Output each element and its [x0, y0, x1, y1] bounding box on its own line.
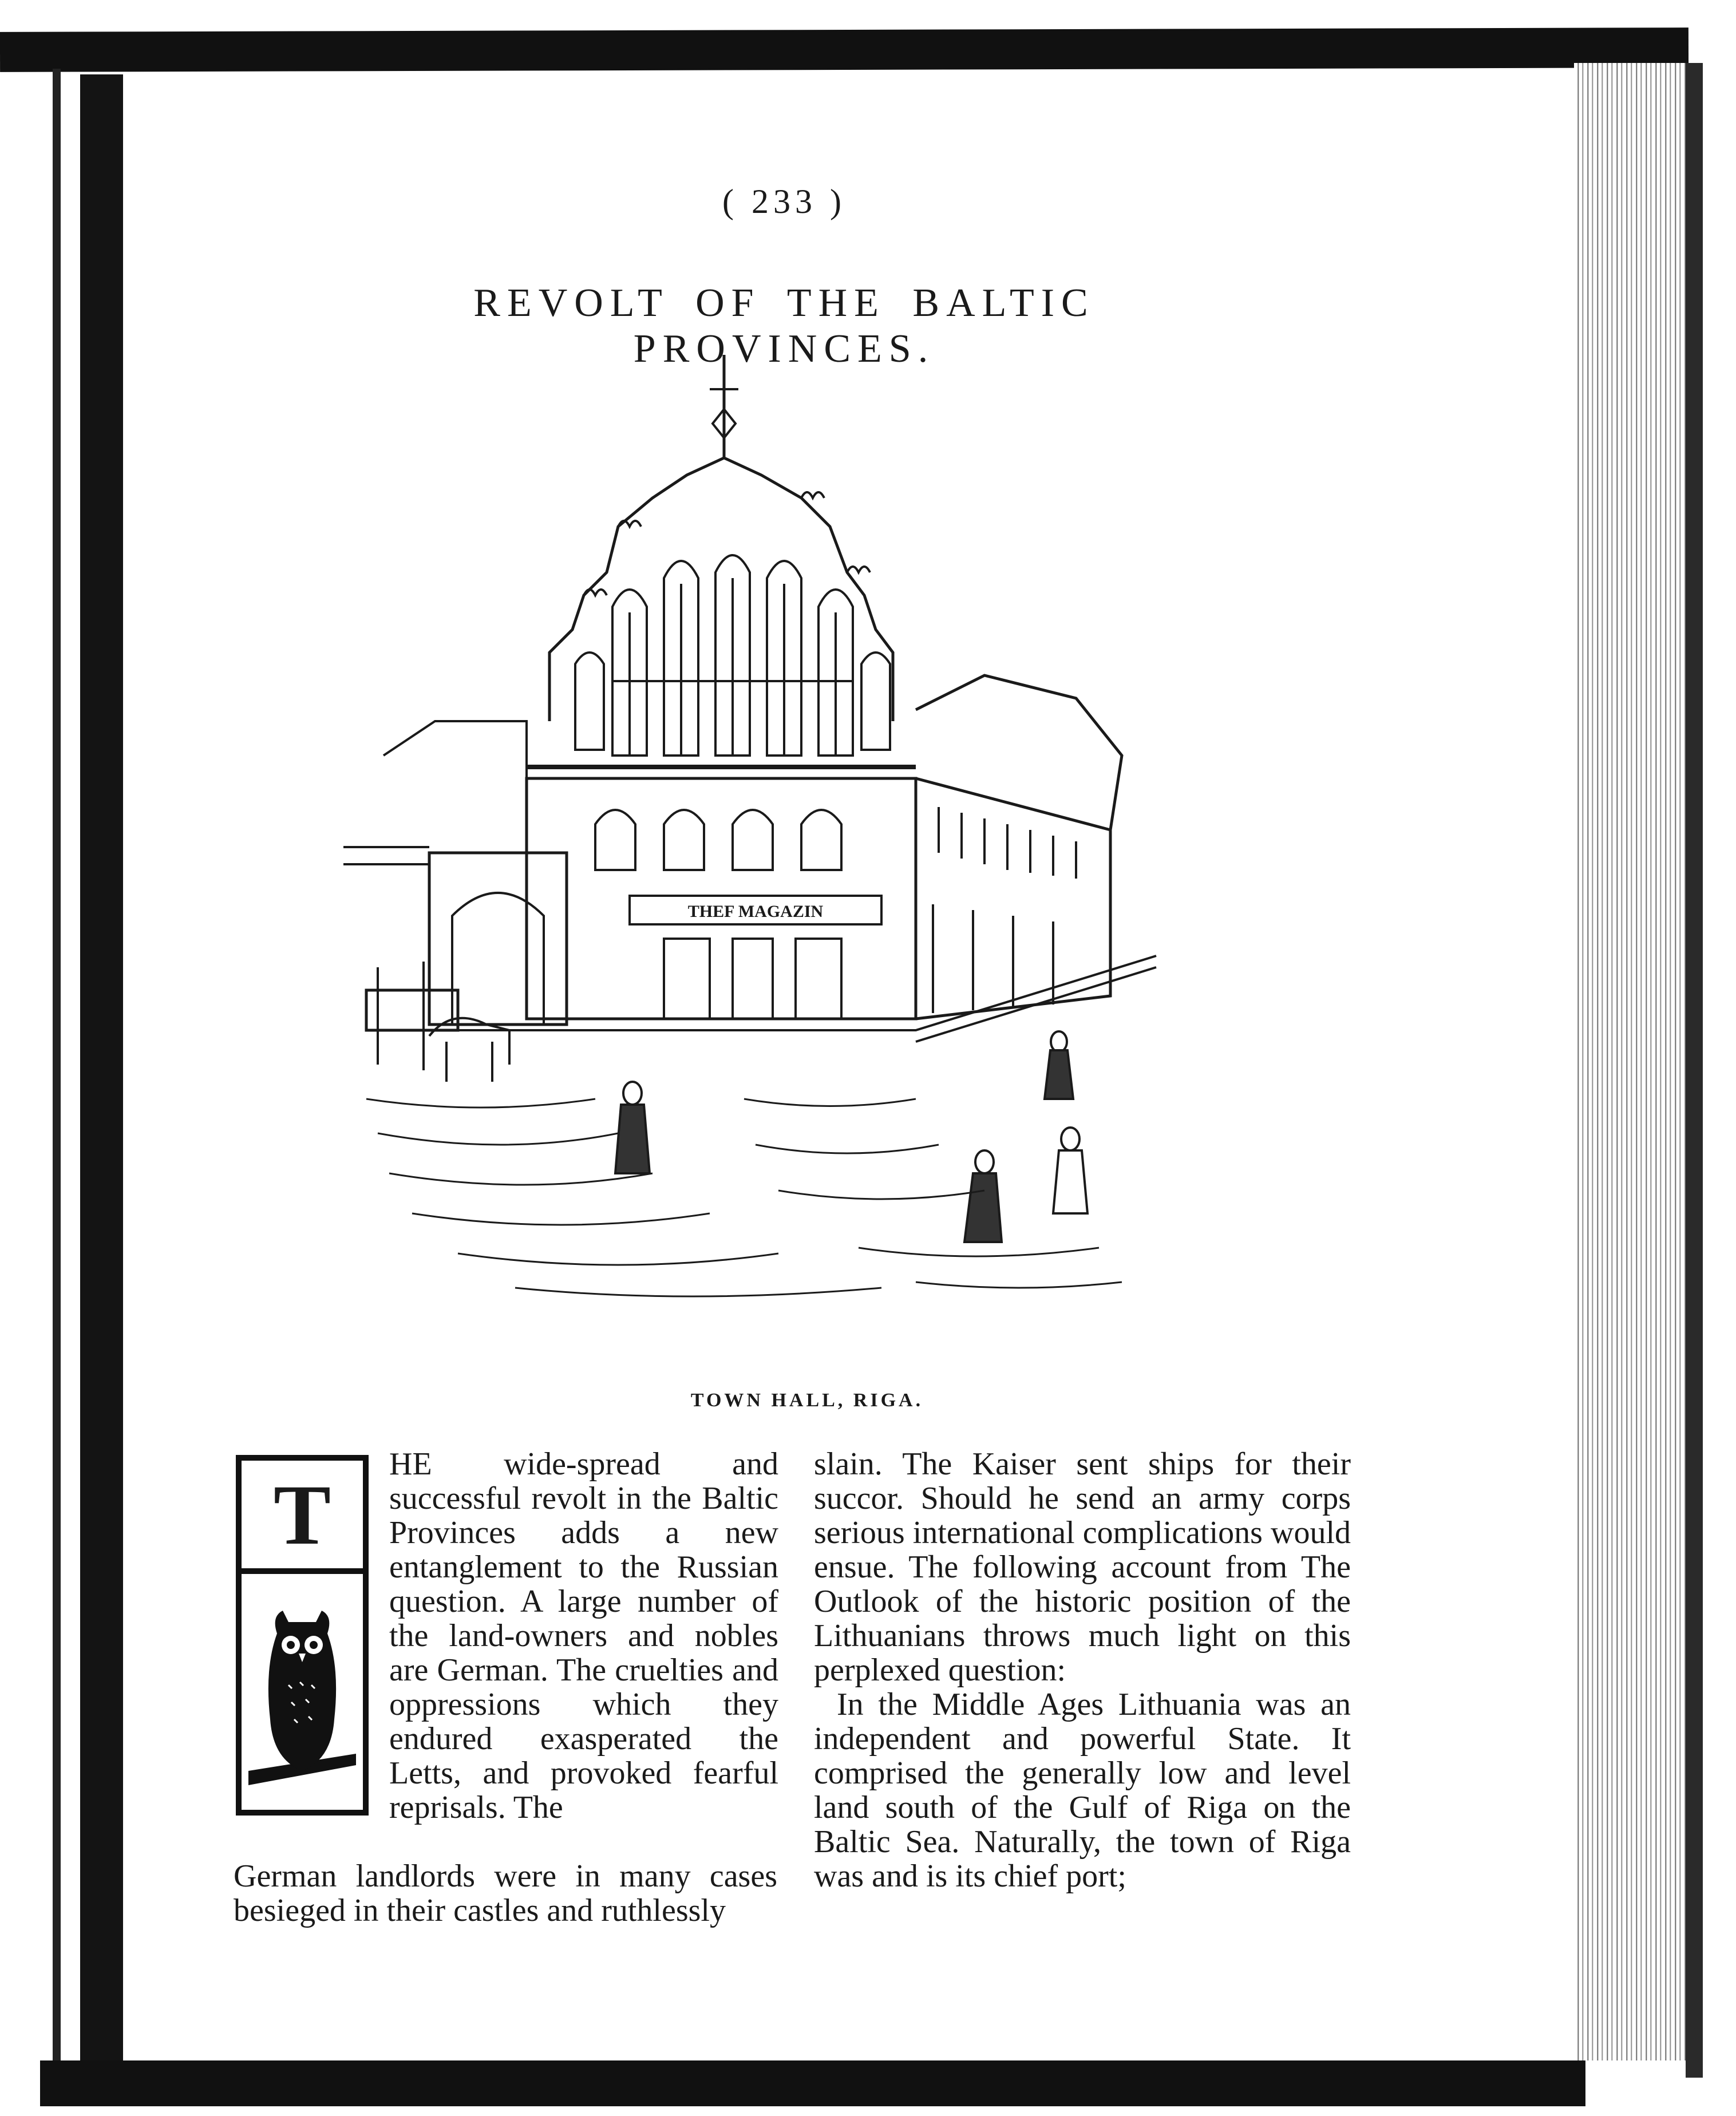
article-text-right — [814, 1447, 1351, 1893]
article-paragraph: In the Middle Ages Lithuania was an independent and powerful State. It comprised the generally low and level land south of the Gulf of Riga on the Baltic Sea. Naturally, the town of Riga was and is its chief port; — [814, 1687, 1351, 1894]
page-title: REVOLT OF THE BALTIC PROVINCES. — [473, 281, 1095, 371]
owl-icon — [248, 1582, 356, 1805]
article-text-left-wrapped — [389, 1447, 778, 1825]
article-paragraph: slain. The Kaiser sent ships for their succor. Should he send an army corps serious international complications would ensue. The following account from The Outlook of the historic position of the Lithuanians throws much light on this perplexed question: — [814, 1446, 1351, 1688]
article-paragraph: German landlords were in many cases besieged in their castles and ruthlessly — [234, 1858, 777, 1928]
dropcap-box — [236, 1455, 369, 1816]
article-paragraph: HE wide-spread and successful revolt in the Baltic Provinces adds a new entanglement to the Russian question. A large number of the land-owners and nobles are German. The cruelties and oppressions which they endured exasperated the Letts, and provoked fearful reprisals. The — [389, 1446, 778, 1825]
scan-border-left — [80, 74, 123, 2072]
book-spine-shadow — [1686, 63, 1703, 2078]
article-text-left-full — [234, 1859, 777, 1928]
illustration-caption: TOWN HALL, RIGA. — [690, 1390, 924, 1411]
book-page-edges — [1574, 63, 1688, 2060]
scan-border-top — [0, 27, 1688, 72]
illustration-sign: THEF MAGAZIN — [687, 902, 824, 921]
scan-border-bottom — [40, 2060, 1585, 2106]
town-hall-illustration — [343, 355, 1213, 1385]
page-number: ( 233 ) — [722, 183, 846, 220]
scan-border-left-thin — [53, 69, 61, 2106]
dropcap-letter: T — [242, 1461, 363, 1574]
